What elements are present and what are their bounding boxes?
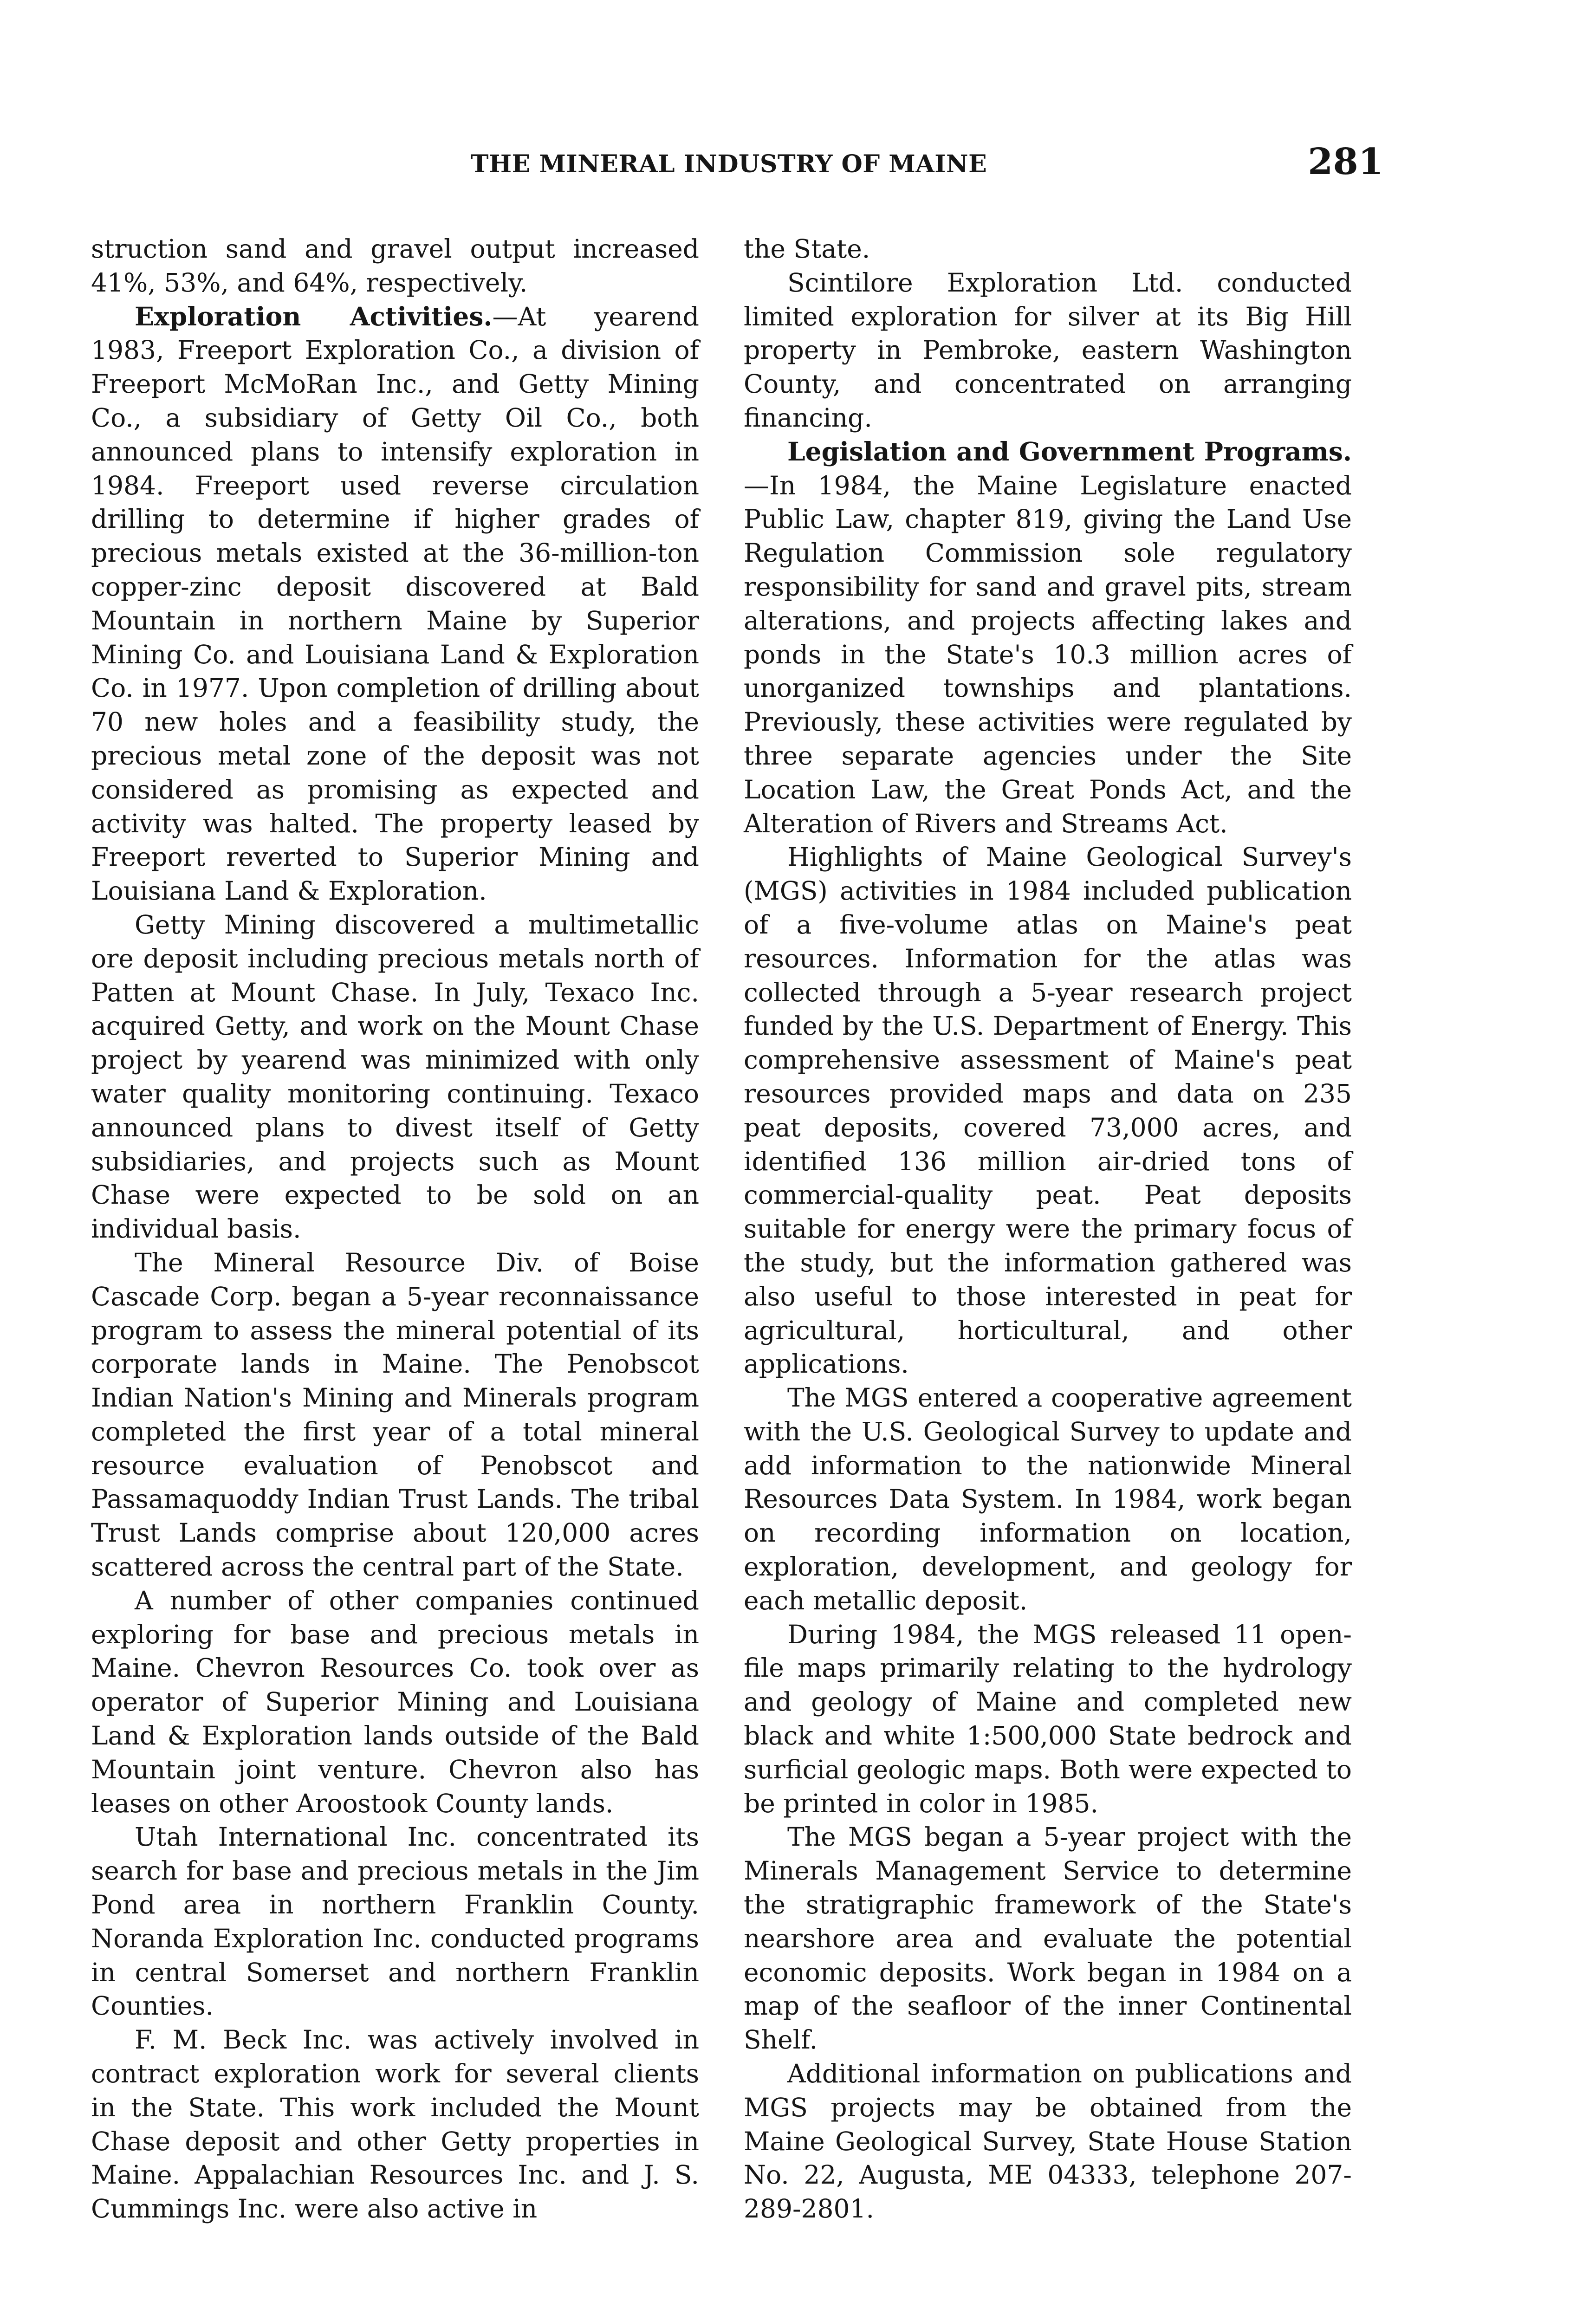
paragraph: Scintilore Exploration Ltd. conducted limited exploration for silver at its Big Hill property in Pembroke, eastern Washington County, and concentrated on arranging financing.: [744, 267, 1352, 433]
paragraph-text: —At yearend 1983, Freeport Exploration Co., a division of Freeport McMoRan Inc., and Getty Mining Co., a subsidiary of Getty Oil Co., both announced plans to intensify exploration in 1984. Freeport used reverse circulation drilling to determine if higher grades of precious metals existed at the 36-million-ton copper-zinc deposit discovered at Bald Mountain in northern Maine by Superior Mining Co. and Louisiana Land & Exploration Co. in 1977. Upon completion of drilling about 70 new holes and a feasibility study, the precious metal zone of the deposit was not considered as promising as expected and activity was halted. The property leased by Freeport reverted to Superior Mining and Louisiana Land & Exploration.: [91, 301, 700, 906]
paragraph: struction sand and gravel output increased 41%, 53%, and 64%, respectively.: [91, 234, 699, 298]
page-number: 281: [1308, 141, 1383, 183]
paragraph: During 1984, the MGS released 11 open-file maps primarily relating to the hydrology and geology of Maine and completed new black and white 1:500,000 State bedrock and surficial geologic maps. Both were expected to be printed in color in 1985.: [744, 1619, 1352, 1818]
paragraph: Highlights of Maine Geological Survey's (MGS) activities in 1984 included publication of a five-volume atlas on Maine's peat resources. Information for the atlas was collected through a 5-year research project funded by the U.S. Department of Energy. This comprehensive assessment of Maine's peat resources provided maps and data on 235 peat deposits, covered 73,000 acres, and identified 136 million air-dried tons of commercial-quality peat. Peat deposits suitable for energy were the primary focus of the study, but the information gathered was also useful to those interested in peat for agricultural, horticultural, and other applications.: [744, 842, 1352, 1379]
paragraph: A number of other companies continued exploring for base and precious metals in Maine. Chevron Resources Co. took over as operator of Superior Mining and Louisiana Land & Exploration lands outside of the Bald Mountain joint venture. Chevron also has leases on other Aroostook County lands.: [91, 1585, 699, 1818]
section-heading: Exploration Activities.: [135, 301, 493, 331]
paragraph: Utah International Inc. concentrated its search for base and precious metals in the Jim Pond area in northern Franklin County. Noranda Exploration Inc. conducted programs in central Somerset and northern Franklin Counties.: [91, 1822, 699, 2021]
paragraph: The MGS began a 5-year project with the Minerals Management Service to determine the stratigraphic framework of the State's nearshore area and evaluate the potential economic deposits. Work began in 1984 on a map of the seafloor of the inner Continental Shelf.: [744, 1822, 1352, 2055]
paragraph: Getty Mining discovered a multimetallic ore deposit including precious metals north of Patten at Mount Chase. In July, Texaco Inc. acquired Getty, and work on the Mount Chase project by yearend was minimized with only water quality monitoring continuing. Texaco announced plans to divest itself of Getty subsidiaries, and projects such as Mount Chase were expected to be sold on an individual basis.: [91, 909, 699, 1244]
paragraph: [91, 300, 699, 908]
section-heading: Legislation and Government Programs.: [787, 436, 1352, 467]
paragraph: [744, 435, 1352, 841]
paragraph: the State.: [744, 234, 870, 264]
paragraph-text: —In 1984, the Maine Legislature enacted Public Law, chapter 819, giving the Land Use Regulation Commission sole regulatory responsibility for sand and gravel pits, stream alterations, and projects affecting lakes and ponds in the State's 10.3 million acres of unorganized townships and plantations. Previously, these activities were regulated by three separate agencies under the Site Location Law, the Great Ponds Act, and the Alteration of Rivers and Streams Act.: [744, 470, 1352, 838]
right-column: [744, 232, 1352, 2226]
paragraph: The Mineral Resource Div. of Boise Cascade Corp. began a 5-year reconnaissance program to assess the mineral potential of its corporate lands in Maine. The Penobscot Indian Nation's Mining and Minerals program completed the first year of a total mineral resource evaluation of Penobscot and Passamaquoddy Indian Trust Lands. The tribal Trust Lands comprise about 120,000 acres scattered across the central part of the State.: [91, 1247, 699, 1582]
paragraph: The MGS entered a cooperative agreement with the U.S. Geological Survey to update and add information to the nationwide Mineral Resources Data System. In 1984, work began on recording information on location, exploration, development, and geology for each metallic deposit.: [744, 1383, 1352, 1615]
running-header: THE MINERAL INDUSTRY OF MAINE: [470, 150, 987, 178]
paragraph: F. M. Beck Inc. was actively involved in contract exploration work for several clients in the State. This work included the Mount Chase deposit and other Getty properties in Maine. Appalachian Resources Inc. and J. S. Cummings Inc. were also active in: [91, 2025, 699, 2224]
left-column: [91, 232, 699, 2226]
paragraph: Additional information on publications and MGS projects may be obtained from the Maine Geological Survey, State House Station No. 22, Augusta, ME 04333, telephone 207-289-2801.: [744, 2059, 1352, 2224]
